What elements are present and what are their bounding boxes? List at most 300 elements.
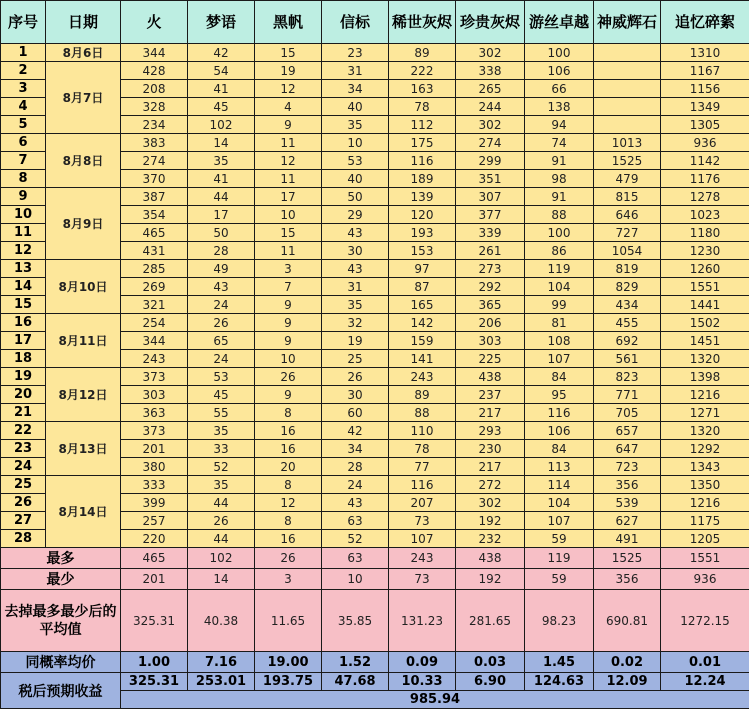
data-cell[interactable]: 11 [255,134,322,152]
data-cell[interactable]: 102 [188,116,255,134]
header-date[interactable]: 日期 [46,1,121,44]
data-cell[interactable]: 1320 [661,422,749,440]
data-cell[interactable]: 1180 [661,224,749,242]
data-cell[interactable]: 17 [188,206,255,224]
price-value-cell[interactable]: 0.03 [456,652,525,673]
data-cell[interactable]: 363 [121,404,188,422]
data-cell[interactable]: 1451 [661,332,749,350]
data-cell[interactable]: 338 [456,62,525,80]
data-cell[interactable]: 24 [188,350,255,368]
price-value-cell[interactable]: 1.45 [525,652,594,673]
data-cell[interactable]: 356 [594,476,661,494]
data-cell[interactable]: 40 [322,170,389,188]
data-cell[interactable]: 1502 [661,314,749,332]
data-cell[interactable]: 230 [456,440,525,458]
data-cell[interactable]: 98 [525,170,594,188]
row-index-cell[interactable]: 18 [1,350,46,368]
data-cell[interactable]: 24 [188,296,255,314]
data-cell[interactable]: 66 [525,80,594,98]
header-dream[interactable]: 梦语 [188,1,255,44]
min-value-cell[interactable]: 201 [121,569,188,590]
after-tax-income-label[interactable]: 税后预期收益 [1,673,121,709]
row-index-cell[interactable]: 12 [1,242,46,260]
price-value-cell[interactable]: 0.09 [389,652,456,673]
data-cell[interactable]: 383 [121,134,188,152]
data-cell[interactable]: 28 [188,242,255,260]
data-cell[interactable]: 274 [121,152,188,170]
date-cell[interactable]: 8月7日 [46,62,121,134]
data-cell[interactable]: 14 [188,134,255,152]
data-cell[interactable]: 116 [389,152,456,170]
data-cell[interactable]: 42 [188,44,255,62]
data-cell[interactable]: 100 [525,224,594,242]
data-cell[interactable]: 232 [456,530,525,548]
data-cell[interactable]: 43 [322,494,389,512]
total-income-cell[interactable]: 985.94 [121,691,749,709]
data-cell[interactable]: 29 [322,206,389,224]
data-cell[interactable]: 431 [121,242,188,260]
max-value-cell[interactable]: 119 [525,548,594,569]
data-cell[interactable]: 87 [389,278,456,296]
average-value-cell[interactable]: 11.65 [255,590,322,652]
data-cell[interactable]: 9 [255,116,322,134]
data-cell[interactable]: 35 [322,296,389,314]
row-index-cell[interactable]: 10 [1,206,46,224]
max-value-cell[interactable]: 102 [188,548,255,569]
data-cell[interactable] [594,116,661,134]
equal-probability-price-label[interactable]: 同概率均价 [1,652,121,673]
data-cell[interactable]: 24 [322,476,389,494]
data-cell[interactable] [594,98,661,116]
data-cell[interactable]: 99 [525,296,594,314]
data-cell[interactable]: 107 [525,512,594,530]
data-cell[interactable]: 1551 [661,278,749,296]
data-cell[interactable]: 344 [121,332,188,350]
row-index-cell[interactable]: 1 [1,44,46,62]
data-cell[interactable]: 225 [456,350,525,368]
data-cell[interactable]: 95 [525,386,594,404]
data-cell[interactable]: 44 [188,530,255,548]
data-cell[interactable]: 116 [525,404,594,422]
data-cell[interactable]: 292 [456,278,525,296]
min-value-cell[interactable]: 59 [525,569,594,590]
data-cell[interactable]: 307 [456,188,525,206]
data-cell[interactable]: 12 [255,494,322,512]
data-cell[interactable]: 1525 [594,152,661,170]
trimmed-average-label[interactable]: 去掉最多最少后的平均值 [1,590,121,652]
data-cell[interactable]: 272 [456,476,525,494]
data-cell[interactable]: 9 [255,296,322,314]
data-cell[interactable]: 17 [255,188,322,206]
data-cell[interactable]: 86 [525,242,594,260]
data-cell[interactable]: 34 [322,440,389,458]
price-value-cell[interactable]: 19.00 [255,652,322,673]
data-cell[interactable]: 41 [188,80,255,98]
data-cell[interactable]: 265 [456,80,525,98]
data-cell[interactable]: 434 [594,296,661,314]
data-cell[interactable]: 141 [389,350,456,368]
data-cell[interactable]: 34 [322,80,389,98]
data-cell[interactable]: 163 [389,80,456,98]
min-value-cell[interactable]: 73 [389,569,456,590]
data-cell[interactable]: 108 [525,332,594,350]
data-cell[interactable]: 30 [322,242,389,260]
row-index-cell[interactable]: 2 [1,62,46,80]
data-cell[interactable]: 138 [525,98,594,116]
data-cell[interactable]: 16 [255,440,322,458]
data-cell[interactable]: 16 [255,422,322,440]
data-cell[interactable]: 110 [389,422,456,440]
data-cell[interactable]: 373 [121,422,188,440]
data-cell[interactable]: 302 [456,44,525,62]
header-rare-ash[interactable]: 稀世灰烬 [389,1,456,44]
data-cell[interactable]: 723 [594,458,661,476]
data-cell[interactable]: 479 [594,170,661,188]
data-cell[interactable]: 273 [456,260,525,278]
data-cell[interactable]: 20 [255,458,322,476]
data-cell[interactable]: 35 [188,152,255,170]
income-value-cell[interactable]: 124.63 [525,673,594,691]
data-cell[interactable]: 44 [188,188,255,206]
data-cell[interactable]: 328 [121,98,188,116]
data-cell[interactable]: 89 [389,44,456,62]
data-cell[interactable] [594,44,661,62]
data-cell[interactable]: 165 [389,296,456,314]
data-cell[interactable]: 26 [255,368,322,386]
data-cell[interactable]: 1278 [661,188,749,206]
data-cell[interactable]: 65 [188,332,255,350]
data-cell[interactable]: 1167 [661,62,749,80]
data-cell[interactable]: 11 [255,242,322,260]
income-value-cell[interactable]: 10.33 [389,673,456,691]
price-value-cell[interactable]: 0.01 [661,652,749,673]
data-cell[interactable]: 10 [255,350,322,368]
data-cell[interactable]: 139 [389,188,456,206]
data-cell[interactable]: 243 [389,368,456,386]
data-cell[interactable]: 112 [389,116,456,134]
data-cell[interactable]: 1292 [661,440,749,458]
date-cell[interactable]: 8月8日 [46,134,121,188]
data-cell[interactable]: 269 [121,278,188,296]
data-cell[interactable]: 54 [188,62,255,80]
data-cell[interactable]: 35 [322,116,389,134]
data-cell[interactable]: 727 [594,224,661,242]
data-cell[interactable]: 43 [322,224,389,242]
data-cell[interactable]: 104 [525,494,594,512]
data-cell[interactable]: 244 [456,98,525,116]
header-index[interactable]: 序号 [1,1,46,44]
min-label[interactable]: 最少 [1,569,121,590]
data-cell[interactable]: 12 [255,152,322,170]
data-cell[interactable]: 220 [121,530,188,548]
row-index-cell[interactable]: 13 [1,260,46,278]
max-value-cell[interactable]: 243 [389,548,456,569]
data-cell[interactable]: 455 [594,314,661,332]
data-cell[interactable]: 3 [255,260,322,278]
max-value-cell[interactable]: 438 [456,548,525,569]
data-cell[interactable]: 333 [121,476,188,494]
data-cell[interactable]: 627 [594,512,661,530]
data-cell[interactable]: 819 [594,260,661,278]
data-cell[interactable]: 351 [456,170,525,188]
data-cell[interactable]: 35 [188,476,255,494]
data-cell[interactable]: 491 [594,530,661,548]
data-cell[interactable]: 50 [188,224,255,242]
data-cell[interactable]: 119 [525,260,594,278]
max-value-cell[interactable]: 1551 [661,548,749,569]
data-cell[interactable]: 78 [389,98,456,116]
data-cell[interactable]: 274 [456,134,525,152]
data-cell[interactable]: 234 [121,116,188,134]
data-cell[interactable]: 60 [322,404,389,422]
data-cell[interactable]: 113 [525,458,594,476]
income-value-cell[interactable]: 253.01 [188,673,255,691]
data-cell[interactable]: 63 [322,512,389,530]
income-value-cell[interactable]: 6.90 [456,673,525,691]
data-cell[interactable]: 19 [255,62,322,80]
data-cell[interactable]: 539 [594,494,661,512]
data-cell[interactable]: 116 [389,476,456,494]
data-cell[interactable]: 1271 [661,404,749,422]
data-cell[interactable]: 53 [322,152,389,170]
header-black-sail[interactable]: 黑帆 [255,1,322,44]
min-value-cell[interactable]: 192 [456,569,525,590]
row-index-cell[interactable]: 24 [1,458,46,476]
data-cell[interactable]: 55 [188,404,255,422]
data-cell[interactable]: 175 [389,134,456,152]
date-cell[interactable]: 8月12日 [46,368,121,422]
data-cell[interactable]: 35 [188,422,255,440]
data-cell[interactable]: 1398 [661,368,749,386]
header-divine-stone[interactable]: 神威辉石 [594,1,661,44]
row-index-cell[interactable]: 21 [1,404,46,422]
data-cell[interactable]: 1176 [661,170,749,188]
data-cell[interactable]: 4 [255,98,322,116]
data-cell[interactable]: 1349 [661,98,749,116]
header-beacon[interactable]: 信标 [322,1,389,44]
data-cell[interactable]: 42 [322,422,389,440]
data-cell[interactable] [594,62,661,80]
data-cell[interactable]: 285 [121,260,188,278]
average-value-cell[interactable]: 690.81 [594,590,661,652]
header-gossamer[interactable]: 游丝卓越 [525,1,594,44]
data-cell[interactable]: 31 [322,278,389,296]
data-cell[interactable]: 222 [389,62,456,80]
min-value-cell[interactable]: 3 [255,569,322,590]
row-index-cell[interactable]: 23 [1,440,46,458]
data-cell[interactable]: 370 [121,170,188,188]
data-cell[interactable]: 193 [389,224,456,242]
data-cell[interactable]: 254 [121,314,188,332]
data-cell[interactable]: 153 [389,242,456,260]
data-cell[interactable]: 81 [525,314,594,332]
row-index-cell[interactable]: 16 [1,314,46,332]
data-cell[interactable]: 26 [188,314,255,332]
data-cell[interactable]: 823 [594,368,661,386]
data-cell[interactable]: 26 [322,368,389,386]
data-cell[interactable]: 1013 [594,134,661,152]
data-cell[interactable]: 30 [322,386,389,404]
data-cell[interactable]: 84 [525,440,594,458]
data-cell[interactable]: 815 [594,188,661,206]
average-value-cell[interactable]: 35.85 [322,590,389,652]
row-index-cell[interactable]: 27 [1,512,46,530]
data-cell[interactable]: 40 [322,98,389,116]
data-cell[interactable]: 829 [594,278,661,296]
date-cell[interactable]: 8月13日 [46,422,121,476]
data-cell[interactable]: 465 [121,224,188,242]
data-cell[interactable]: 387 [121,188,188,206]
data-cell[interactable]: 159 [389,332,456,350]
data-cell[interactable]: 88 [525,206,594,224]
data-cell[interactable]: 1216 [661,386,749,404]
data-cell[interactable]: 16 [255,530,322,548]
data-cell[interactable]: 303 [456,332,525,350]
income-value-cell[interactable]: 325.31 [121,673,188,691]
data-cell[interactable]: 293 [456,422,525,440]
data-cell[interactable]: 74 [525,134,594,152]
data-cell[interactable]: 104 [525,278,594,296]
data-cell[interactable]: 84 [525,368,594,386]
data-cell[interactable]: 1175 [661,512,749,530]
data-cell[interactable]: 302 [456,116,525,134]
data-cell[interactable]: 771 [594,386,661,404]
data-cell[interactable]: 107 [389,530,456,548]
data-cell[interactable]: 7 [255,278,322,296]
date-cell[interactable]: 8月11日 [46,314,121,368]
data-cell[interactable]: 1260 [661,260,749,278]
data-cell[interactable]: 1305 [661,116,749,134]
data-cell[interactable]: 114 [525,476,594,494]
data-cell[interactable]: 8 [255,404,322,422]
data-cell[interactable]: 32 [322,314,389,332]
row-index-cell[interactable]: 11 [1,224,46,242]
row-index-cell[interactable]: 6 [1,134,46,152]
data-cell[interactable]: 561 [594,350,661,368]
data-cell[interactable]: 91 [525,188,594,206]
data-cell[interactable]: 33 [188,440,255,458]
row-index-cell[interactable]: 8 [1,170,46,188]
row-index-cell[interactable]: 19 [1,368,46,386]
data-cell[interactable]: 1350 [661,476,749,494]
min-value-cell[interactable]: 10 [322,569,389,590]
data-cell[interactable]: 50 [322,188,389,206]
row-index-cell[interactable]: 14 [1,278,46,296]
data-cell[interactable]: 88 [389,404,456,422]
data-cell[interactable]: 15 [255,224,322,242]
price-value-cell[interactable]: 0.02 [594,652,661,673]
data-cell[interactable]: 373 [121,368,188,386]
data-cell[interactable]: 1343 [661,458,749,476]
data-cell[interactable]: 936 [661,134,749,152]
data-cell[interactable]: 192 [456,512,525,530]
date-cell[interactable]: 8月6日 [46,44,121,62]
data-cell[interactable]: 1216 [661,494,749,512]
data-cell[interactable]: 12 [255,80,322,98]
data-cell[interactable]: 9 [255,386,322,404]
data-cell[interactable]: 44 [188,494,255,512]
data-cell[interactable]: 49 [188,260,255,278]
row-index-cell[interactable]: 25 [1,476,46,494]
data-cell[interactable]: 26 [188,512,255,530]
data-cell[interactable]: 380 [121,458,188,476]
data-cell[interactable]: 217 [456,404,525,422]
data-cell[interactable]: 321 [121,296,188,314]
average-value-cell[interactable]: 325.31 [121,590,188,652]
income-value-cell[interactable]: 47.68 [322,673,389,691]
data-cell[interactable]: 142 [389,314,456,332]
data-cell[interactable]: 106 [525,62,594,80]
max-label[interactable]: 最多 [1,548,121,569]
row-index-cell[interactable]: 17 [1,332,46,350]
data-cell[interactable]: 657 [594,422,661,440]
row-index-cell[interactable]: 9 [1,188,46,206]
data-cell[interactable]: 303 [121,386,188,404]
data-cell[interactable]: 257 [121,512,188,530]
data-cell[interactable]: 206 [456,314,525,332]
data-cell[interactable]: 8 [255,512,322,530]
data-cell[interactable]: 52 [188,458,255,476]
data-cell[interactable]: 78 [389,440,456,458]
date-cell[interactable]: 8月14日 [46,476,121,548]
price-value-cell[interactable]: 1.52 [322,652,389,673]
header-memory-fragment[interactable]: 追忆碎絮 [661,1,749,44]
data-cell[interactable]: 692 [594,332,661,350]
average-value-cell[interactable]: 281.65 [456,590,525,652]
data-cell[interactable]: 15 [255,44,322,62]
data-cell[interactable]: 189 [389,170,456,188]
data-cell[interactable]: 1205 [661,530,749,548]
data-cell[interactable]: 377 [456,206,525,224]
data-cell[interactable]: 208 [121,80,188,98]
data-cell[interactable]: 207 [389,494,456,512]
data-cell[interactable]: 43 [188,278,255,296]
data-cell[interactable]: 1156 [661,80,749,98]
data-cell[interactable]: 1230 [661,242,749,260]
data-cell[interactable]: 1023 [661,206,749,224]
data-cell[interactable]: 25 [322,350,389,368]
average-value-cell[interactable]: 98.23 [525,590,594,652]
data-cell[interactable]: 646 [594,206,661,224]
row-index-cell[interactable]: 22 [1,422,46,440]
data-cell[interactable]: 1310 [661,44,749,62]
max-value-cell[interactable]: 465 [121,548,188,569]
data-cell[interactable]: 243 [121,350,188,368]
data-cell[interactable]: 94 [525,116,594,134]
data-cell[interactable]: 438 [456,368,525,386]
data-cell[interactable]: 28 [322,458,389,476]
data-cell[interactable]: 43 [322,260,389,278]
data-cell[interactable]: 9 [255,314,322,332]
data-cell[interactable]: 201 [121,440,188,458]
data-cell[interactable]: 1441 [661,296,749,314]
income-value-cell[interactable]: 12.09 [594,673,661,691]
header-fire[interactable]: 火 [121,1,188,44]
income-value-cell[interactable]: 193.75 [255,673,322,691]
data-cell[interactable]: 299 [456,152,525,170]
average-value-cell[interactable]: 131.23 [389,590,456,652]
data-cell[interactable]: 91 [525,152,594,170]
min-value-cell[interactable]: 936 [661,569,749,590]
data-cell[interactable]: 647 [594,440,661,458]
row-index-cell[interactable]: 7 [1,152,46,170]
max-value-cell[interactable]: 63 [322,548,389,569]
data-cell[interactable]: 41 [188,170,255,188]
data-cell[interactable]: 1320 [661,350,749,368]
date-cell[interactable]: 8月10日 [46,260,121,314]
data-cell[interactable]: 52 [322,530,389,548]
data-cell[interactable]: 365 [456,296,525,314]
